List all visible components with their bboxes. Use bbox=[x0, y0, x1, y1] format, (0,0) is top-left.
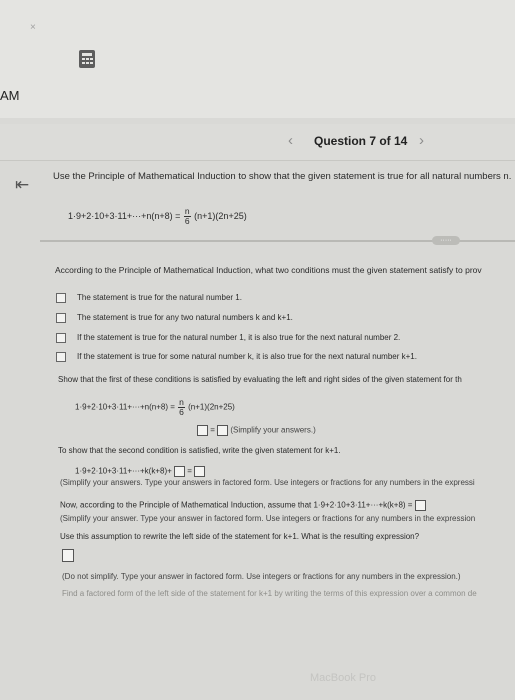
formula-lhs: 1·9+2·10+3·11+···+n(n+8) = bbox=[75, 402, 175, 412]
formula-rhs: (n+1)(2n+25) bbox=[188, 402, 235, 412]
formula-fraction bbox=[178, 398, 185, 417]
equals-sign: = bbox=[187, 466, 192, 476]
fraction-denominator: 6 bbox=[184, 216, 190, 226]
tab-close-icon[interactable]: × bbox=[30, 22, 36, 33]
rewrite-instruction: Use this assumption to rewrite the left side of the statement for k+1. What is the resulting expression? bbox=[60, 532, 420, 541]
next-question-button[interactable]: › bbox=[419, 132, 424, 149]
base-case-formula bbox=[75, 398, 235, 417]
second-condition-instruction: To show that the second condition is satisfied, write the given statement for k+1. bbox=[58, 446, 341, 455]
assumption-row bbox=[60, 500, 426, 511]
clock-text: AM bbox=[0, 88, 20, 103]
calculator-icon[interactable] bbox=[79, 50, 95, 68]
browser-toolbar bbox=[0, 0, 515, 118]
k-plus-one-rhs-input[interactable] bbox=[194, 466, 205, 477]
formula-fraction bbox=[184, 207, 191, 226]
statement-lhs: 1·9+2·10+3·11+···+k(k+8)+ bbox=[75, 466, 172, 476]
checkbox[interactable] bbox=[56, 293, 66, 303]
base-case-answer-row bbox=[197, 425, 316, 436]
collapse-back-icon[interactable]: ⇤ bbox=[15, 175, 30, 194]
resulting-expression-input[interactable] bbox=[62, 549, 74, 562]
first-condition-instruction: Show that the first of these conditions is satisfied by evaluating the left and right sides of the given statement for th bbox=[58, 375, 462, 384]
more-options-button[interactable]: ····· bbox=[432, 236, 460, 245]
option-label: If the statement is true for the natural number 1, it is also true for the next natural number 2. bbox=[77, 333, 401, 342]
option-label: The statement is true for the natural number 1. bbox=[77, 293, 242, 302]
next-term-input[interactable] bbox=[174, 466, 185, 477]
device-watermark: MacBook Pro bbox=[310, 672, 377, 684]
right-side-answer-input[interactable] bbox=[217, 425, 228, 436]
answer-hint: (Simplify your answer. Type your answer in factored form. Use integers or fractions for any numbers in the expression bbox=[60, 514, 476, 523]
problem-prompt: Use the Principle of Mathematical Induction to show that the given statement is true for all natural numbers n. bbox=[53, 171, 512, 182]
answer-hint: (Simplify your answers.) bbox=[230, 425, 316, 435]
k-plus-one-statement bbox=[75, 466, 205, 477]
left-side-answer-input[interactable] bbox=[197, 425, 208, 436]
checkbox[interactable] bbox=[56, 313, 66, 323]
fraction-denominator: 6 bbox=[179, 407, 184, 417]
option-label: If the statement is true for some natural number k, it is also true for the next natural number k+1. bbox=[77, 352, 417, 361]
previous-question-button[interactable]: ‹ bbox=[288, 132, 293, 149]
formula-rhs: (n+1)(2n+25) bbox=[194, 210, 247, 221]
problem-formula bbox=[68, 207, 247, 226]
formula-lhs: 1·9+2·10+3·11+···+n(n+8) = bbox=[68, 210, 181, 221]
assumption-input[interactable] bbox=[415, 500, 426, 511]
fraction-numerator: n bbox=[179, 397, 184, 407]
answer-hint: (Do not simplify. Type your answer in factored form. Use integers or fractions for any numbers in the expression.) bbox=[62, 572, 461, 581]
equals-sign: = bbox=[210, 425, 215, 435]
option-label: The statement is true for any two natural numbers k and k+1. bbox=[77, 313, 293, 322]
conditions-question: According to the Principle of Mathematical Induction, what two conditions must the given statement satisfy to prov bbox=[55, 265, 482, 275]
cutoff-instruction: Find a factored form of the left side of the statement for k+1 by writing the terms of this expression over a common de bbox=[62, 589, 477, 598]
assumption-text: Now, according to the Principle of Mathematical Induction, assume that 1·9+2·10+3·11+···+k(k+8) = bbox=[60, 500, 413, 510]
fraction-numerator: n bbox=[184, 206, 190, 216]
question-counter: Question 7 of 14 bbox=[314, 134, 408, 148]
checkbox[interactable] bbox=[56, 333, 66, 343]
checkbox[interactable] bbox=[56, 352, 66, 362]
question-navigator bbox=[0, 124, 515, 161]
answer-hint: (Simplify your answers. Type your answers in factored form. Use integers or fractions for any numbers in the expressi bbox=[60, 478, 475, 487]
